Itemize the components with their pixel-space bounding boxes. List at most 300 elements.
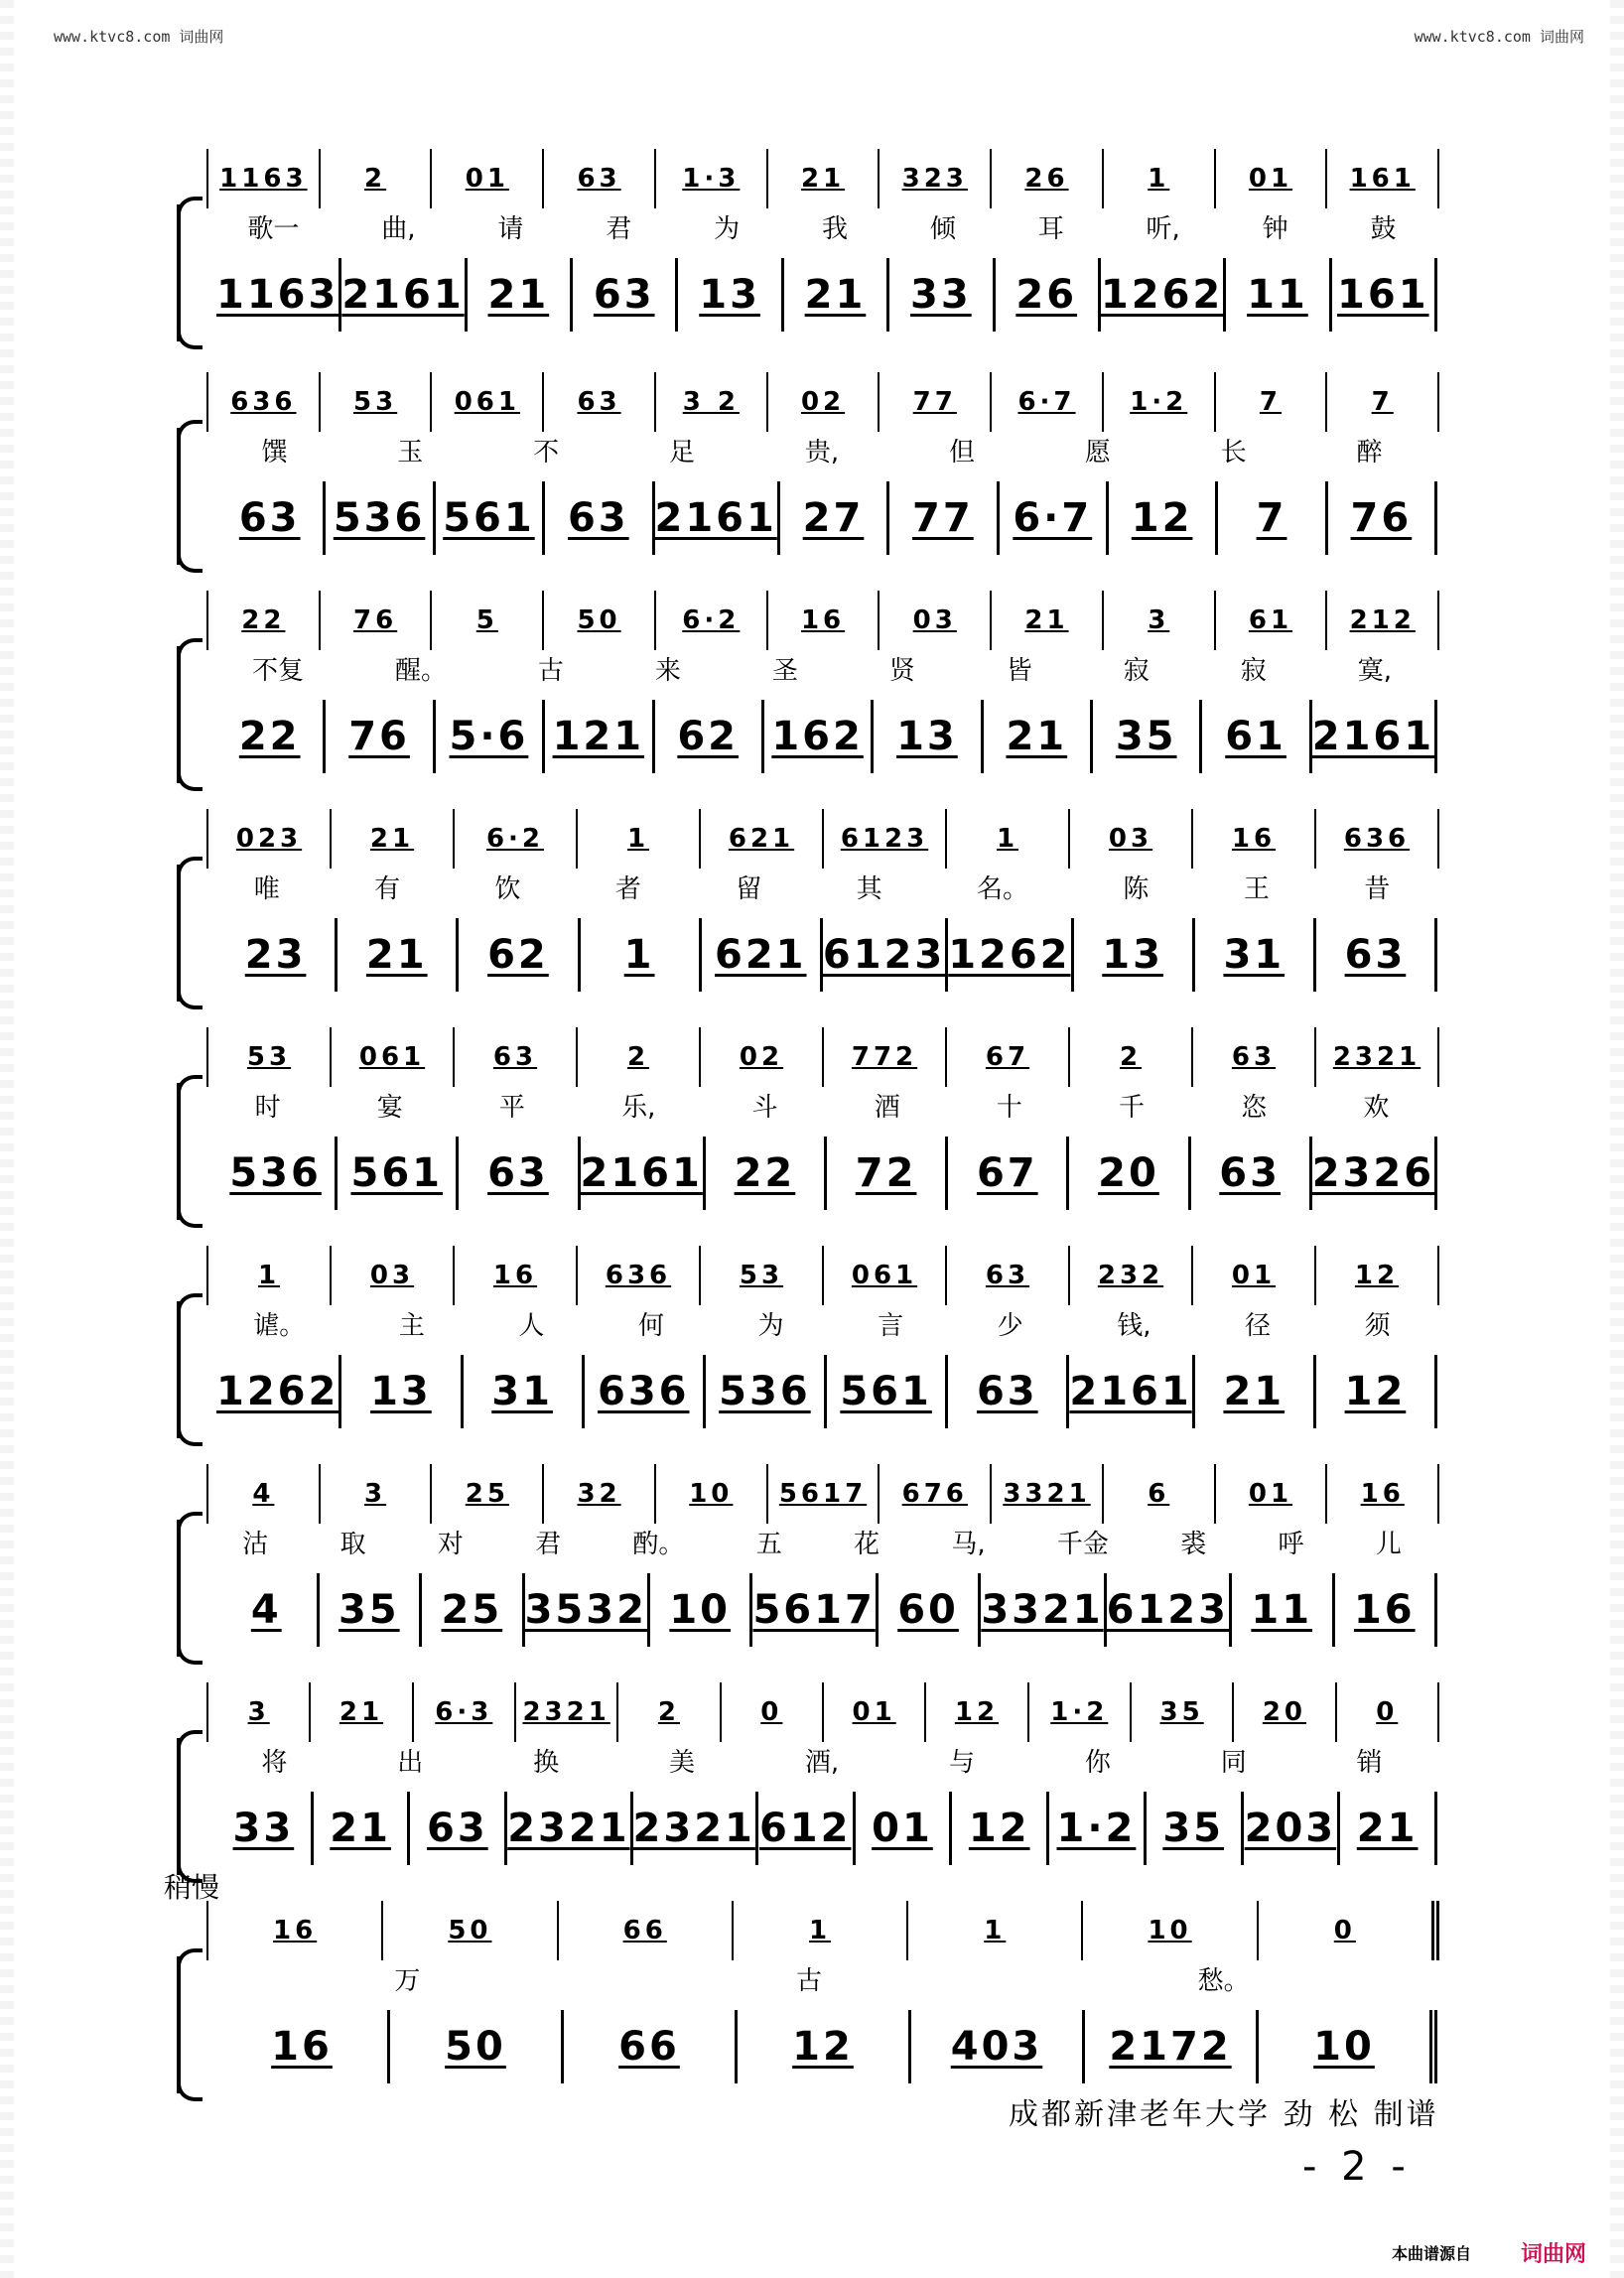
- accompaniment-measure: 21: [468, 258, 573, 332]
- lyric-syllable: 沽: [242, 1530, 269, 1559]
- accompaniment-measure: 22: [216, 700, 326, 773]
- melody-measure: 636: [1316, 809, 1439, 869]
- lyric-syllable: 古: [537, 656, 564, 686]
- lyrics-line: [206, 869, 1437, 908]
- melody-measure: 16: [1193, 809, 1316, 869]
- melody-measure: 061: [332, 1027, 455, 1087]
- page-number: - 2 -: [1302, 2144, 1412, 2190]
- lyric-syllable: 者: [614, 874, 641, 904]
- accompaniment-measure: 3321: [981, 1573, 1106, 1647]
- accompaniment-measure: 63: [948, 1355, 1069, 1428]
- lyric-syllable: 唯: [253, 874, 280, 904]
- accompaniment-staff: [216, 1792, 1437, 1865]
- melody-measure: 1·3: [656, 149, 768, 208]
- lyric-syllable: 少: [997, 1311, 1023, 1341]
- lyric-syllable: 寂: [1123, 656, 1150, 686]
- accompaniment-measure: 161: [1332, 258, 1437, 332]
- lyric-syllable: 听,: [1146, 214, 1180, 244]
- melody-measure: 1: [908, 1901, 1083, 1960]
- footer-source: 本曲谱源自: [1392, 2244, 1472, 2263]
- melody-measure: 67: [947, 1027, 1070, 1087]
- accompaniment-measure: 21: [1340, 1792, 1437, 1865]
- lyric-syllable: 但: [948, 438, 975, 468]
- lyric-syllable: 为: [757, 1311, 784, 1341]
- accompaniment-measure: 21: [314, 1792, 411, 1865]
- lyric-syllable: 同: [1220, 1748, 1247, 1778]
- melody-measure: 10: [1083, 1901, 1258, 1960]
- accompaniment-measure: 50: [390, 2010, 564, 2083]
- melody-measure: 4: [208, 1464, 321, 1524]
- lyric-syllable: 不: [533, 438, 560, 468]
- melody-measure: 6·3: [414, 1682, 516, 1742]
- lyric-syllable: 取: [339, 1530, 366, 1559]
- melody-measure: 3 2: [656, 372, 768, 432]
- melody-measure: 7: [1327, 372, 1439, 432]
- system-bracket: [177, 428, 203, 565]
- melody-staff: [206, 591, 1439, 650]
- accompaniment-staff: [216, 258, 1437, 332]
- lyrics-line: [206, 1960, 1437, 2000]
- melody-measure: 66: [559, 1901, 734, 1960]
- accompaniment-staff: [216, 481, 1437, 555]
- accompaniment-measure: 21: [338, 918, 459, 992]
- accompaniment-measure: 2161: [341, 258, 467, 332]
- lyric-syllable: 须: [1364, 1311, 1391, 1341]
- lyric-syllable: 何: [637, 1311, 664, 1341]
- accompaniment-measure: 63: [459, 1137, 580, 1210]
- melody-measure: 63: [947, 1246, 1070, 1305]
- system-bracket: [177, 1738, 203, 1875]
- accompaniment-measure: 63: [410, 1792, 507, 1865]
- melody-measure: 26: [992, 149, 1104, 208]
- accompaniment-measure: 13: [678, 258, 783, 332]
- lyric-syllable: 愁。: [1197, 1966, 1250, 1996]
- accompaniment-measure: 10: [650, 1573, 753, 1647]
- lyric-syllable: 五: [755, 1530, 782, 1559]
- melody-measure: 21: [311, 1682, 413, 1742]
- melody-measure: 22: [208, 591, 321, 650]
- melody-measure: 63: [544, 372, 656, 432]
- lyric-syllable: 名。: [977, 874, 1029, 904]
- score-system: [177, 1901, 1437, 2099]
- melody-measure: 21: [768, 149, 880, 208]
- accompaniment-measure: 63: [545, 481, 654, 555]
- accompaniment-measure: 27: [780, 481, 889, 555]
- score-system: [177, 1027, 1437, 1226]
- melody-staff: [206, 372, 1439, 432]
- lyric-syllable: 时: [254, 1093, 281, 1123]
- system-bracket: [177, 646, 203, 783]
- lyric-syllable: 你: [1084, 1748, 1111, 1778]
- melody-measure: 63: [455, 1027, 578, 1087]
- lyric-syllable: 谑。: [253, 1311, 306, 1341]
- accompaniment-measure: 561: [827, 1355, 948, 1428]
- lyric-syllable: 馔: [261, 438, 288, 468]
- melody-staff: [206, 1246, 1439, 1305]
- accompaniment-measure: 13: [874, 700, 983, 773]
- lyric-syllable: 鼓: [1370, 214, 1397, 244]
- score-system: [177, 591, 1437, 789]
- lyric-syllable: 请: [497, 214, 524, 244]
- accompaniment-measure: 62: [655, 700, 764, 773]
- melody-measure: 6123: [824, 809, 947, 869]
- melody-measure: 061: [432, 372, 544, 432]
- melody-measure: 1: [947, 809, 1070, 869]
- accompaniment-staff: [216, 700, 1437, 773]
- lyric-syllable: 千: [1119, 1093, 1146, 1123]
- melody-measure: 1: [734, 1901, 908, 1960]
- accompaniment-staff: [216, 1573, 1437, 1647]
- melody-measure: 2: [1070, 1027, 1193, 1087]
- accompaniment-measure: 203: [1244, 1792, 1341, 1865]
- lyric-syllable: 陈: [1123, 874, 1150, 904]
- accompaniment-measure: 1262: [216, 1355, 341, 1428]
- melody-measure: 76: [321, 591, 433, 650]
- accompaniment-measure: 2172: [1085, 2010, 1259, 2083]
- melody-measure: 10: [656, 1464, 768, 1524]
- lyric-syllable: 来: [654, 656, 681, 686]
- accompaniment-measure: 612: [758, 1792, 856, 1865]
- accompaniment-measure: 403: [911, 2010, 1085, 2083]
- lyric-syllable: 斗: [751, 1093, 778, 1123]
- lyric-syllable: 恣: [1241, 1093, 1268, 1123]
- accompaniment-measure: 536: [326, 481, 435, 555]
- footer-site-logo: 词曲网: [1521, 2242, 1587, 2267]
- lyric-syllable: 儿: [1375, 1530, 1402, 1559]
- lyric-syllable: 饮: [494, 874, 521, 904]
- melody-measure: 1: [208, 1246, 332, 1305]
- lyric-syllable: 裘: [1180, 1530, 1207, 1559]
- accompaniment-measure: 67: [948, 1137, 1069, 1210]
- lyric-syllable: 美: [669, 1748, 696, 1778]
- left-edge-watermark: [0, 0, 14, 2278]
- accompaniment-measure: 1163: [216, 258, 341, 332]
- melody-measure: 5: [432, 591, 544, 650]
- accompaniment-measure: 63: [1191, 1137, 1312, 1210]
- lyric-syllable: 对: [437, 1530, 464, 1559]
- accompaniment-measure: 2161: [1312, 700, 1437, 773]
- accompaniment-measure: 22: [706, 1137, 827, 1210]
- accompaniment-measure: 21: [1195, 1355, 1316, 1428]
- melody-measure: 161: [1327, 149, 1439, 208]
- system-bracket: [177, 1956, 203, 2093]
- melody-staff: [206, 809, 1439, 869]
- lyric-syllable: 我: [821, 214, 848, 244]
- melody-measure: 3: [321, 1464, 433, 1524]
- melody-measure: 772: [824, 1027, 947, 1087]
- melody-measure: 1163: [208, 149, 321, 208]
- melody-measure: 01: [1193, 1246, 1316, 1305]
- accompaniment-measure: 4: [216, 1573, 320, 1647]
- accompaniment-measure: 12: [738, 2010, 911, 2083]
- lyric-syllable: 酌。: [632, 1530, 685, 1559]
- lyric-syllable: 换: [533, 1748, 560, 1778]
- accompaniment-measure: 1262: [948, 918, 1073, 992]
- accompaniment-measure: 23: [216, 918, 338, 992]
- accompaniment-measure: 01: [856, 1792, 953, 1865]
- lyric-syllable: 圣: [771, 656, 798, 686]
- lyric-syllable: 长: [1220, 438, 1247, 468]
- accompaniment-measure: 1: [581, 918, 702, 992]
- melody-measure: 25: [432, 1464, 544, 1524]
- melody-measure: 50: [544, 591, 656, 650]
- lyric-syllable: 其: [856, 874, 882, 904]
- lyric-syllable: 足: [669, 438, 696, 468]
- accompaniment-measure: 60: [879, 1573, 982, 1647]
- lyric-syllable: 酒: [874, 1093, 900, 1123]
- melody-measure: 16: [1327, 1464, 1439, 1524]
- accompaniment-measure: 2161: [581, 1137, 706, 1210]
- score-system: [177, 1464, 1437, 1663]
- lyric-syllable: 言: [878, 1311, 904, 1341]
- melody-measure: 01: [432, 149, 544, 208]
- score-system: [177, 372, 1437, 571]
- lyric-syllable: 万: [394, 1966, 421, 1996]
- melody-measure: 77: [880, 372, 992, 432]
- tempo-mark: 稍慢: [164, 1871, 220, 1904]
- melody-measure: 02: [768, 372, 880, 432]
- header-left-url: www.ktvc8.com 词曲网: [54, 28, 224, 46]
- lyric-syllable: 马,: [951, 1530, 986, 1559]
- accompaniment-measure: 13: [341, 1355, 463, 1428]
- melody-measure: 061: [824, 1246, 947, 1305]
- accompaniment-measure: 13: [1074, 918, 1195, 992]
- lyric-syllable: 乐,: [621, 1093, 656, 1123]
- accompaniment-measure: 35: [1147, 1792, 1244, 1865]
- lyric-syllable: 歌一: [247, 214, 300, 244]
- accompaniment-measure: 35: [320, 1573, 423, 1647]
- melody-measure: 6: [1104, 1464, 1216, 1524]
- accompaniment-measure: 16: [1335, 1573, 1438, 1647]
- lyric-syllable: 君: [535, 1530, 562, 1559]
- system-bracket: [177, 1083, 203, 1220]
- accompaniment-measure: 1262: [1101, 258, 1226, 332]
- accompaniment-measure: 76: [326, 700, 435, 773]
- accompaniment-measure: 63: [216, 481, 326, 555]
- melody-staff: [206, 149, 1439, 208]
- melody-measure: 7: [1216, 372, 1328, 432]
- melody-measure: 0: [1337, 1682, 1439, 1742]
- lyric-syllable: 曲,: [381, 214, 416, 244]
- melody-measure: 3: [208, 1682, 311, 1742]
- lyric-syllable: 欢: [1363, 1093, 1390, 1123]
- accompaniment-staff: [216, 2010, 1437, 2083]
- melody-staff: [206, 1027, 1439, 1087]
- melody-measure: 63: [544, 149, 656, 208]
- accompaniment-measure: 62: [459, 918, 580, 992]
- melody-measure: 676: [880, 1464, 992, 1524]
- accompaniment-measure: 2321: [507, 1792, 632, 1865]
- lyric-syllable: 寞,: [1357, 656, 1392, 686]
- accompaniment-measure: 31: [464, 1355, 585, 1428]
- melody-measure: 1·2: [1104, 372, 1216, 432]
- accompaniment-staff: [216, 918, 1437, 992]
- accompaniment-measure: 6123: [1107, 1573, 1232, 1647]
- lyric-syllable: 王: [1243, 874, 1270, 904]
- accompaniment-measure: 536: [216, 1137, 338, 1210]
- accompaniment-measure: 636: [585, 1355, 706, 1428]
- melody-measure: 12: [926, 1682, 1028, 1742]
- lyric-syllable: 千金: [1056, 1530, 1109, 1559]
- lyric-syllable: 酒,: [804, 1748, 840, 1778]
- melody-measure: 01: [1216, 149, 1328, 208]
- lyrics-line: [206, 1087, 1437, 1127]
- accompaniment-measure: 25: [422, 1573, 525, 1647]
- melody-measure: 20: [1234, 1682, 1336, 1742]
- accompaniment-measure: 21: [984, 700, 1093, 773]
- lyrics-line: [206, 208, 1437, 248]
- melody-measure: 01: [824, 1682, 926, 1742]
- arranger-credit: 成都新津老年大学 劲 松 制谱: [1009, 2097, 1439, 2132]
- system-bracket: [177, 865, 203, 1002]
- melody-measure: 1·2: [1029, 1682, 1132, 1742]
- melody-measure: 53: [701, 1246, 824, 1305]
- accompaniment-measure: 12: [1316, 1355, 1437, 1428]
- lyric-syllable: 宴: [376, 1093, 403, 1123]
- lyrics-line: [206, 1524, 1437, 1563]
- accompaniment-measure: 16: [216, 2010, 390, 2083]
- accompaniment-measure: 61: [1202, 700, 1311, 773]
- melody-measure: 3: [1104, 591, 1216, 650]
- melody-measure: 16: [208, 1901, 383, 1960]
- lyric-syllable: 花: [854, 1530, 880, 1559]
- melody-measure: 3321: [992, 1464, 1104, 1524]
- lyric-syllable: 愿: [1084, 438, 1111, 468]
- melody-measure: 63: [1193, 1027, 1316, 1087]
- accompaniment-measure: 72: [827, 1137, 948, 1210]
- melody-measure: 16: [455, 1246, 578, 1305]
- melody-measure: 02: [701, 1027, 824, 1087]
- lyric-syllable: 主: [398, 1311, 425, 1341]
- melody-measure: 323: [880, 149, 992, 208]
- accompaniment-measure: 561: [436, 481, 545, 555]
- accompaniment-measure: 12: [952, 1792, 1049, 1865]
- lyric-syllable: 钟: [1262, 214, 1288, 244]
- melody-measure: 03: [1070, 809, 1193, 869]
- lyric-syllable: 寂: [1240, 656, 1267, 686]
- accompaniment-measure: 3532: [525, 1573, 650, 1647]
- lyric-syllable: 贵,: [804, 438, 840, 468]
- lyric-syllable: 不复: [251, 656, 304, 686]
- melody-measure: 03: [332, 1246, 455, 1305]
- accompaniment-measure: 63: [1316, 918, 1437, 992]
- lyric-syllable: 醒。: [394, 656, 447, 686]
- accompaniment-measure: 21: [784, 258, 889, 332]
- melody-measure: 0: [1259, 1901, 1439, 1960]
- accompaniment-measure: 35: [1093, 700, 1202, 773]
- accompaniment-measure: 2161: [655, 481, 780, 555]
- accompaniment-measure: 33: [216, 1792, 314, 1865]
- accompaniment-measure: 621: [702, 918, 823, 992]
- accompaniment-measure: 10: [1259, 2010, 1437, 2083]
- lyric-syllable: 与: [948, 1748, 975, 1778]
- melody-measure: 0: [722, 1682, 824, 1742]
- score-system: [177, 1682, 1437, 1881]
- lyrics-line: [206, 1742, 1437, 1782]
- melody-measure: 636: [208, 372, 321, 432]
- melody-measure: 21: [992, 591, 1104, 650]
- melody-measure: 2321: [1316, 1027, 1439, 1087]
- melody-measure: 2: [618, 1682, 721, 1742]
- lyric-syllable: 十: [996, 1093, 1022, 1123]
- melody-staff: [206, 1682, 1439, 1742]
- accompaniment-measure: 2321: [633, 1792, 758, 1865]
- header-right-url: www.ktvc8.com 词曲网: [1414, 28, 1584, 46]
- lyric-syllable: 出: [397, 1748, 424, 1778]
- accompaniment-measure: 5617: [752, 1573, 878, 1647]
- accompaniment-measure: 6·7: [1000, 481, 1109, 555]
- melody-measure: 16: [768, 591, 880, 650]
- melody-measure: 21: [332, 809, 455, 869]
- lyric-syllable: 为: [714, 214, 741, 244]
- accompaniment-measure: 6123: [823, 918, 948, 992]
- melody-measure: 12: [1316, 1246, 1439, 1305]
- accompaniment-measure: 11: [1226, 258, 1331, 332]
- melody-measure: 03: [880, 591, 992, 650]
- lyrics-line: [206, 1305, 1437, 1345]
- lyric-syllable: 昔: [1364, 874, 1391, 904]
- melody-measure: 32: [544, 1464, 656, 1524]
- score-system: [177, 809, 1437, 1007]
- accompaniment-measure: 5·6: [436, 700, 545, 773]
- accompaniment-measure: 31: [1195, 918, 1316, 992]
- melody-measure: 023: [208, 809, 332, 869]
- lyrics-line: [206, 432, 1437, 471]
- lyric-syllable: 呼: [1278, 1530, 1304, 1559]
- melody-measure: 6·2: [455, 809, 578, 869]
- melody-measure: 2: [578, 1027, 701, 1087]
- melody-measure: 1: [1104, 149, 1216, 208]
- melody-measure: 212: [1327, 591, 1439, 650]
- lyric-syllable: 留: [736, 874, 762, 904]
- melody-measure: 53: [208, 1027, 332, 1087]
- melody-measure: 232: [1070, 1246, 1193, 1305]
- lyric-syllable: 贤: [888, 656, 915, 686]
- melody-measure: 2321: [516, 1682, 618, 1742]
- accompaniment-measure: 162: [764, 700, 874, 773]
- accompaniment-measure: 77: [889, 481, 999, 555]
- lyric-syllable: 销: [1356, 1748, 1383, 1778]
- lyric-syllable: 人: [518, 1311, 545, 1341]
- accompaniment-measure: 12: [1109, 481, 1218, 555]
- melody-measure: 6·7: [992, 372, 1104, 432]
- lyric-syllable: 平: [498, 1093, 525, 1123]
- melody-measure: 621: [701, 809, 824, 869]
- melody-measure: 1: [578, 809, 701, 869]
- accompaniment-measure: 1·2: [1049, 1792, 1147, 1865]
- melody-measure: 636: [578, 1246, 701, 1305]
- lyric-syllable: 径: [1245, 1311, 1272, 1341]
- melody-measure: 01: [1216, 1464, 1328, 1524]
- melody-measure: 2: [321, 149, 433, 208]
- lyric-syllable: 醉: [1356, 438, 1383, 468]
- melody-measure: 5617: [768, 1464, 880, 1524]
- melody-measure: 35: [1132, 1682, 1234, 1742]
- accompaniment-measure: 76: [1328, 481, 1437, 555]
- melody-staff: [206, 1464, 1439, 1524]
- lyric-syllable: 耳: [1037, 214, 1064, 244]
- accompaniment-measure: 561: [338, 1137, 459, 1210]
- accompaniment-measure: 11: [1232, 1573, 1335, 1647]
- accompaniment-staff: [216, 1355, 1437, 1428]
- accompaniment-measure: 121: [545, 700, 654, 773]
- accompaniment-measure: 536: [706, 1355, 827, 1428]
- lyric-syllable: 君: [606, 214, 632, 244]
- accompaniment-measure: 33: [889, 258, 995, 332]
- accompaniment-measure: 7: [1218, 481, 1327, 555]
- accompaniment-measure: 2161: [1069, 1355, 1194, 1428]
- lyric-syllable: 倾: [929, 214, 956, 244]
